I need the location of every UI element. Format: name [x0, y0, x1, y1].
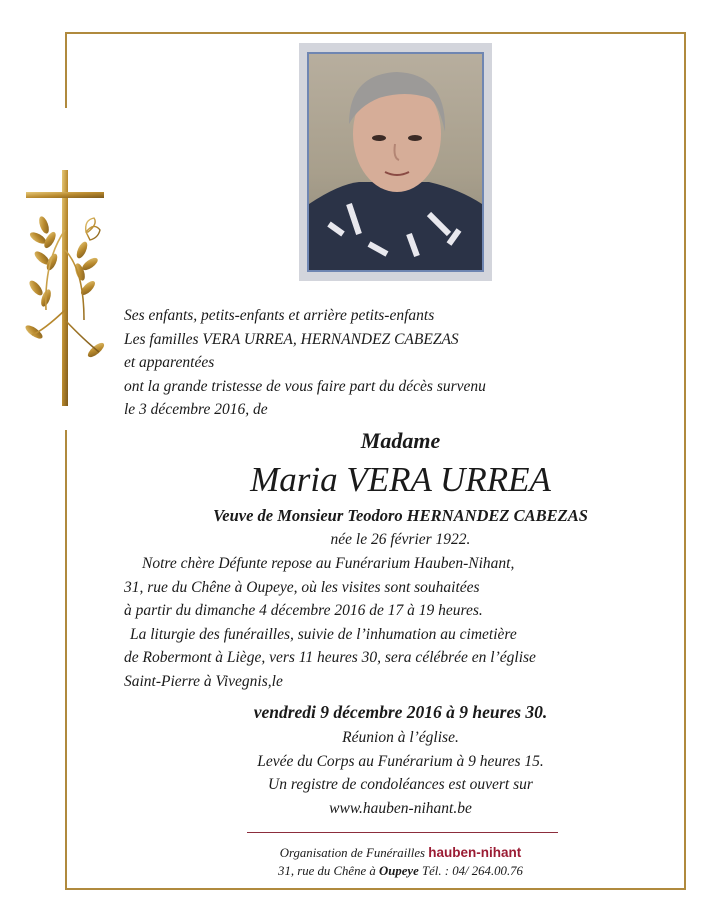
honorific-title: Madame [360, 428, 441, 453]
widow-line: Veuve de Monsieur Teodoro HERNANDEZ CABEZAS [213, 506, 588, 525]
cross-wheat-ornament-icon [24, 170, 114, 410]
footer-street: 31, rue du Chêne à [278, 864, 376, 878]
closing-line: Un registre de condoléances est ouvert sur [268, 776, 533, 793]
details-line: à partir du dimanche 4 décembre 2016 de 17 à 19 heures. [124, 602, 483, 620]
details-line: de Robermont à Liège, vers 11 heures 30, sera célébrée en l’église [124, 649, 536, 667]
footer-city: Oupeye [379, 864, 419, 878]
footer-organisation [42, 845, 717, 861]
intro-line: Ses enfants, petits-enfants et arrière petits-enfants [124, 307, 435, 324]
intro-line: ont la grande tristesse de vous faire part du décès survenu [124, 377, 486, 395]
closing-line: Réunion à l’église. [342, 729, 459, 746]
footer-org-label: Organisation de Funérailles [279, 846, 426, 860]
funeral-date: vendredi 9 décembre 2016 à 9 heures 30. [253, 702, 548, 722]
website-link[interactable]: www.hauben-nihant.be [329, 800, 472, 817]
intro-line: le 3 décembre 2016, de [124, 401, 268, 419]
details-line: Saint-Pierre à Vivegnis,le [124, 672, 283, 690]
birth-line: née le 26 février 1922. [330, 531, 471, 548]
intro-line: et apparentées [124, 354, 215, 372]
intro-paragraph [124, 304, 594, 422]
details-line: 31, rue du Chêne à Oupeye, où les visites sont souhaitées [124, 578, 480, 596]
footer-divider [247, 832, 558, 833]
details-paragraph [124, 552, 536, 694]
intro-line: Les familles VERA URREA, HERNANDEZ CABEZAS [124, 330, 459, 348]
deceased-name: Maria VERA URREA [250, 460, 551, 499]
brand-logo: hauben-nihant [428, 845, 522, 860]
portrait-photo [299, 43, 492, 281]
details-line: La liturgie des funérailles, suivie de l’inhumation au cimetière [130, 625, 517, 643]
footer-phone: Tél. : 04/ 264.00.76 [422, 864, 523, 878]
footer-address [42, 864, 717, 879]
portrait-image [307, 52, 484, 272]
closing-line: Levée du Corps au Funérarium à 9 heures 15. [257, 753, 544, 770]
details-line: Notre chère Défunte repose au Funérarium Hauben-Nihant, [142, 555, 515, 572]
